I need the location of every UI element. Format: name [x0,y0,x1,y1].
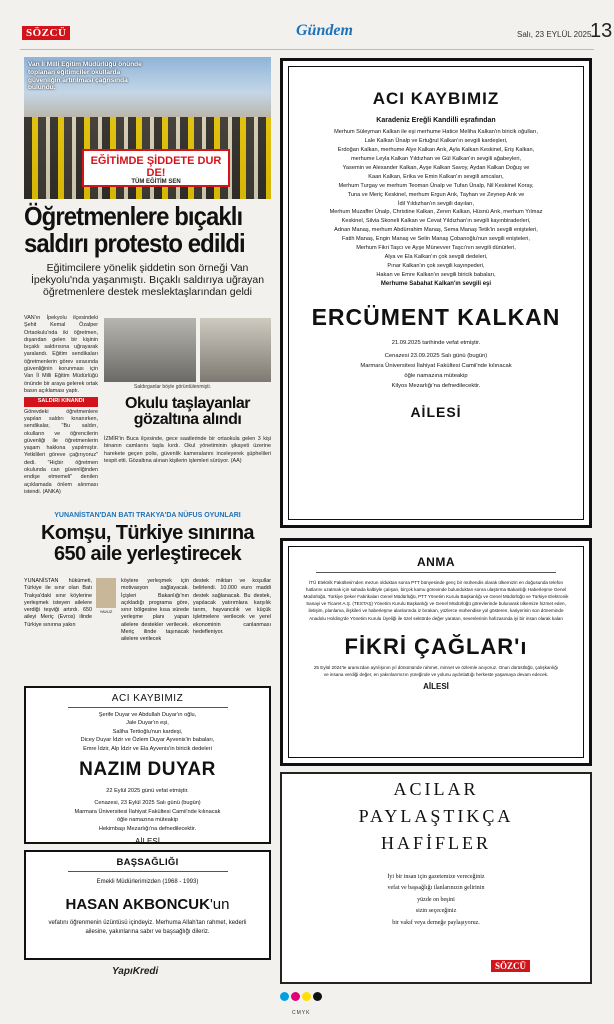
acilar-text-line: sizin seçeceğiniz [415,908,457,915]
memorial-paragraph-2: 25 Eylül 2024'te aramızdan ayrılışının yıl dönümünde rahmet, minnet ve özlemle anıyoruz. Onun dürüstlüğü, çalışkanlığı ve insana verdiği değer, en yakınlarımızın yüreğinde ve yolunu aydınlattığı herkeste yaşamaya devam edecek. [313,664,559,677]
protest-banner [82,149,230,187]
lead-body-1: VAN'ın İpekyolu ilçesindeki Şehit Kemal Özalper Ortaokulu'nda iki öğretmen, dışarıdan gelen bir kişinin bıçaklı saldırısına uğrayarak yaralandı. Eğitim sendikaları öğretmenlerin görev sırasında güvenliğinin korunması için Van İl Milli Eğitim Müdürlüğü önünde bir araya gelerek ortak basın açıklaması yaptı. [24,315,98,394]
big-obit-funeral: öğle namazına müteakip [404,373,468,380]
side-photo-2 [200,318,271,382]
section-title: Gündem [296,22,353,39]
condolence-title: BAŞSAĞLIĞI [116,857,179,868]
cmyk-marks [280,988,340,1002]
big-obit-passing: 21.09.2025 tarihinde vefat etmiştir. [391,339,481,346]
side-body: İZMİR'in Buca ilçesinde, gece saatlerinde bir ortaokula gelen 3 kişi binanın camlarını taşla kırdı. Okul yönetiminin şikayeti üzerine harekete geçen polis, güvenlik kameralarını inceleyerek şüphelileri tespit etti. Gözaltına alınan kişilerin işlemleri sürüyor. (AA) [104,436,271,464]
banner-sub: TÜM EĞİTİM SEN [131,179,181,185]
big-obit-funeral: Cenazesi 23.09.2025 Salı günü (bugün) [384,353,488,360]
big-obit-line: Keskinel, Silvia Skoneli Kalkan ve Cevat Yıldızhan'ın sevgili kayınbiraderleri, [341,218,531,225]
condolence-line: Emekli Müdürlerimizden (1968 - 1993) [96,879,199,885]
memorial-paragraph: İTÜ Elektrik Fakültesi'nden mezun olduktan sonra PTT bünyesinde genç bir mühendis olarak ülkemizin en doğusunda telefon hatlarını uzatmak için sahada kalbiyle çalışan, birçok kamu görevinde bulunduktan sonra ulaştırma Bakanlığı Haberleşme Genel Müdürlüğü, Türkiye Şeker Fabrikaları Genel Müdürlüğü, PTT Yönetim Kurulu Başkanlığı ve Genel Müdürlüğü ve Türkiye Elektronik Sanayi ve Ticaret A.Ş. (TESTAŞ) Yönetim Kurulu Başkanlığı ve Genel Müdürlüğü görevlerinde bulunarak ülkemize hizmet eden, iletişim, planlama, ilişkileri ve haberleşme alanlarında iz bırakan, yüzlerce mühendise yol gösteren, kariyerinin son döneminde Anadolu Holding'de Yönetim Kurulu Üyeliği ile özel sektörde değer yaratan, sevenlerinin hafızasında iyi bir insan olarak kalan [303,580,569,621]
condolence-name-suffix: 'un [209,896,230,914]
obituary-nazim-duyar [24,686,271,844]
condolence-name [26,896,269,913]
acilar-text [282,872,590,929]
condolence-message: vefatını öğrenmenin üzüntüsü içindeyiz. Merhuma Allah'tan rahmet, kederli ailesine, yakınlarına sabır ve başsağlığı dileriz. [48,920,247,935]
big-obit-line: Alya ve Ela Kalkan'ın çok sevgili dedeleri, [384,254,488,261]
big-obit-line: Tuna ve Meriç Keskinel, merhum Ergun Arık, Tayhan ve Zeynep Arık ve [347,191,525,198]
komsu-body-1: YUNANİSTAN hükümeti, Türkiye ile sınır olan Batı Trakya'daki sınır köylerine yerleşmek isteyen ailelere verdiği teşviği artırdı. 650 aileyi Meriç (Evros) ilinde Türkiye sınırına yakın [24,578,92,628]
big-obit-line: Merhum Süleyman Kalkan ile eşi merhume Hatice Meliha Kalkan'ın biricik oğulları, [334,129,538,135]
banner-text: EĞİTİMDE ŞİDDETE DUR DE! [90,155,222,179]
komsu-body-2: köylere yerleşmek için motivasyon sağlayacak. İçişleri Bakanlığı'nın açıkladığı programa göre, sınır bölgesine kısa sürede yerleşme planı yapan ailelere destekler verilecek. Meriç ilinde taşınacak ailelere verilecek [121,578,189,643]
side-photos [104,318,271,388]
memorial-family: AİLESİ [423,681,449,691]
obit-line: Şerife Duyar ve Abdullah Duyar'ın oğlu, [98,712,197,718]
memorial-fikri-caglar [280,538,592,766]
lead-body [24,315,98,496]
big-obit-line: İdil Yıldızhan'ın sevgili dayıları, [397,200,475,207]
acilar-ad [280,772,592,984]
sozcu-logo-small: SÖZCÜ [491,960,530,972]
lead-body-2: Görevdeki öğretmenlere yapılan saldırı kınanırken, sendikalar, "Bu saldırı, okulların ve öğrencilerin güvenliği ile öğretmenlerin yaşam hakkına yapılmıştır. Yetkilileri göreve çağırıyoruz" dedi. "Hiçbir öğretmen okulunda can güvenliğinden endişe etmemeli" denilen açıklamada önlem alınması istendi. (ANKA) [24,408,98,495]
acilar-line-1: ACILAR [393,779,479,799]
lead-deck: Eğitimcilere yönelik şiddetin son örneği Van İpekyolu'nda yaşanmıştı. Bıçaklı saldırıya uğrayan öğretmenlere destek meslektaşlarından geldi [30,262,265,299]
acilar-text-line: vefat ve başsağlığı ilanlarınızın gelirinin [387,885,485,892]
cmyk-label: CMYK [292,1010,311,1016]
condolence-hasan-akboncuk [24,850,271,960]
memorial-name-suffix: 'ı [514,633,528,659]
acilar-line-3: HAFİFLER [380,833,491,853]
page-header [20,20,613,50]
lead-kicker: SALDIRI KINANDI [24,397,98,406]
obit-line: Dicey Duyar İdzir ve Özlem Duyar Ayvenis'in babaları, [80,737,215,744]
magenta-dot-icon [291,992,300,1001]
obit-funeral: Cenazesi, 23 Eylül 2025 Salı günü (bugün) [94,800,201,807]
big-obit-subtitle: Karadeniz Ereğli Kandilli eşrafından [376,117,496,124]
sponsor-logo: YapıKredi [112,966,159,977]
obit-passing: 22 Eylül 2025 günü vefat etmiştir. [106,787,189,794]
obit-line: Saliha Tertioğlu'nun kardeşi, [112,728,183,735]
komsu-kicker: YUNANİSTAN'DAN BATI TRAKYA'DA NÜFUS OYUNLARI [54,512,241,519]
obit-funeral: Marmara Üniversitesi İlahiyat Fakültesi Camii'nde kılınacak [74,808,221,815]
obit-line: Emre İdzir, Alp İdzir ve Ela Ayvenis'in biricik dedeleri [83,745,212,752]
big-obit-line: Erdoğan Kalkan, merhume Alye Kalkan Arık, Ayla Kalkan Keskinel, Eriş Kalkan, [337,146,535,153]
big-obit-line: Merhum Fikri Taşcı ve Ayşe Münevver Taşcı'nın sevgili dünürleri, [356,245,516,252]
lead-headline: Öğretmenlere bıçaklı saldırı protesto edildi [24,201,245,258]
big-obit-line: Lale Kalkan Ünalp ve Ertuğrul Kalkan'ın sevgili kardeşleri, [364,137,508,144]
big-obit-line: Hakan ve Emre Kalkan'ın sevgili biricik babaları, [376,272,496,278]
sozcu-logo: SÖZCÜ [22,26,70,40]
big-obit-line: Kaan Kalkan, Erika ve Emin Kalkan'ın sevgili amcaları, [368,173,504,180]
big-obit-funeral: Kilyos Mezarlığı'na defnedilecektir. [391,382,481,389]
acilar-text-line: İyi bir insan için gazetemize vereceğiniz [387,874,485,880]
divider [316,572,556,573]
big-obit-line: Yasemin ve Alexander Kalkan, Ayşe Kalkan Savoy, Aydan Kalkan Doğuş ve [342,164,530,171]
obit-inner-border [288,66,584,520]
obituary-ercument-kalkan [280,58,592,528]
obit-family: AİLESİ [135,836,160,846]
page-number: 13 [590,20,613,42]
big-obit-line: Merhum Turgay ve merhum Teoman Ünalp ve Tufan Ünalp, Nil Keskinel Koray, [338,182,534,189]
obit-name: NAZIM DUYAR [79,758,216,780]
divider [68,871,228,872]
divider [68,707,228,708]
big-obit-line: Adnan Manaş, merhum Abdürrahim Manaş, Sema Manaş Tetik'in sevgili enişteleri, [334,227,538,234]
memorial-title: ANMA [417,555,455,569]
obit-funeral: Hekimbaşı Mezarlığı'na defnedilecektir. [98,825,197,832]
memorial-name [289,634,583,660]
obit-title: ACI KAYBIMIZ [111,693,184,704]
acilar-text-line: yüzde on beşini [417,896,455,903]
author-photo [96,578,116,608]
big-obit-family: AİLESİ [410,403,462,420]
big-obit-line: merhume Leyla Kalkan Yıldızhan ve Gül Kalkan'ın sevgili ağabeyleri, [350,155,522,162]
komsu-body-3: destek miktarı ve koşullar belirlendi. 10.000 euro maddi destek sağlanacak. Bu destek, yapılacak yatırımlara karşılık tarım, hayvancılık ve küçük işletmelere verilecek ve yerel ekonominin canlanması hedefleniyor. [193,578,271,636]
obit-funeral: öğle namazına müteakip [117,817,178,824]
big-obit-name: ERCÜMENT KALKAN [311,303,561,330]
issue-date: Salı, 23 EYLÜL 2025 [517,30,592,39]
big-obit-spouse: Merhume Sabahat Kalkan'ın sevgili eşi [380,280,492,287]
big-obit-line: Fatih Manaş, Engin Manaş ve Selin Manaş Çobanoğlu'nun sevgili enişteleri, [342,236,530,243]
big-obit-line: Merhum Muzaffer Ünalp, Christine Kalkan, Zeren Kalkan, Hüsnü Arık, merhum Yılmaz [329,209,543,216]
acilar-text-line: bir vakıf veya derneğe paylaşıyoruz. [392,919,480,926]
obit-line: Jale Duyar'ın eşi, [126,720,169,727]
black-dot-icon [313,992,322,1001]
condolence-name-text: HASAN AKBONCUK [65,896,210,914]
author-name: YAVUZ [99,609,113,614]
side-photo-1 [104,318,196,382]
acilar-line-2: PAYLAŞTIKÇA [358,806,514,826]
memorial-inner-border [288,546,584,758]
lead-photo-caption: Van İl Milli Eğitim Müdürlüğü önünde toplanan eğitimciler okullarda güvenliğin artırılması çağrısında bulundu. [28,61,142,92]
memorial-name-text: FİKRİ ÇAĞLAR [344,633,515,659]
big-obit-title: ACI KAYBIMIZ [372,89,500,108]
big-obit-line: Pınar Kalkan'ın çok sevgili kayınpederi, [387,263,485,270]
cyan-dot-icon [280,992,289,1001]
yellow-dot-icon [302,992,311,1001]
side-photo-caption: Saldırganlar böyle görüntülenmişti. [134,384,211,390]
side-headline: Okulu taşlayanlar gözaltına alındı [125,395,250,428]
big-obit-funeral: Marmara Üniversitesi İlahiyat Fakültesi Camii'nde kılınacak [360,363,512,370]
komsu-headline: Komşu, Türkiye sınırına 650 aile yerleştirecek [41,522,254,565]
lead-photo [24,57,271,199]
